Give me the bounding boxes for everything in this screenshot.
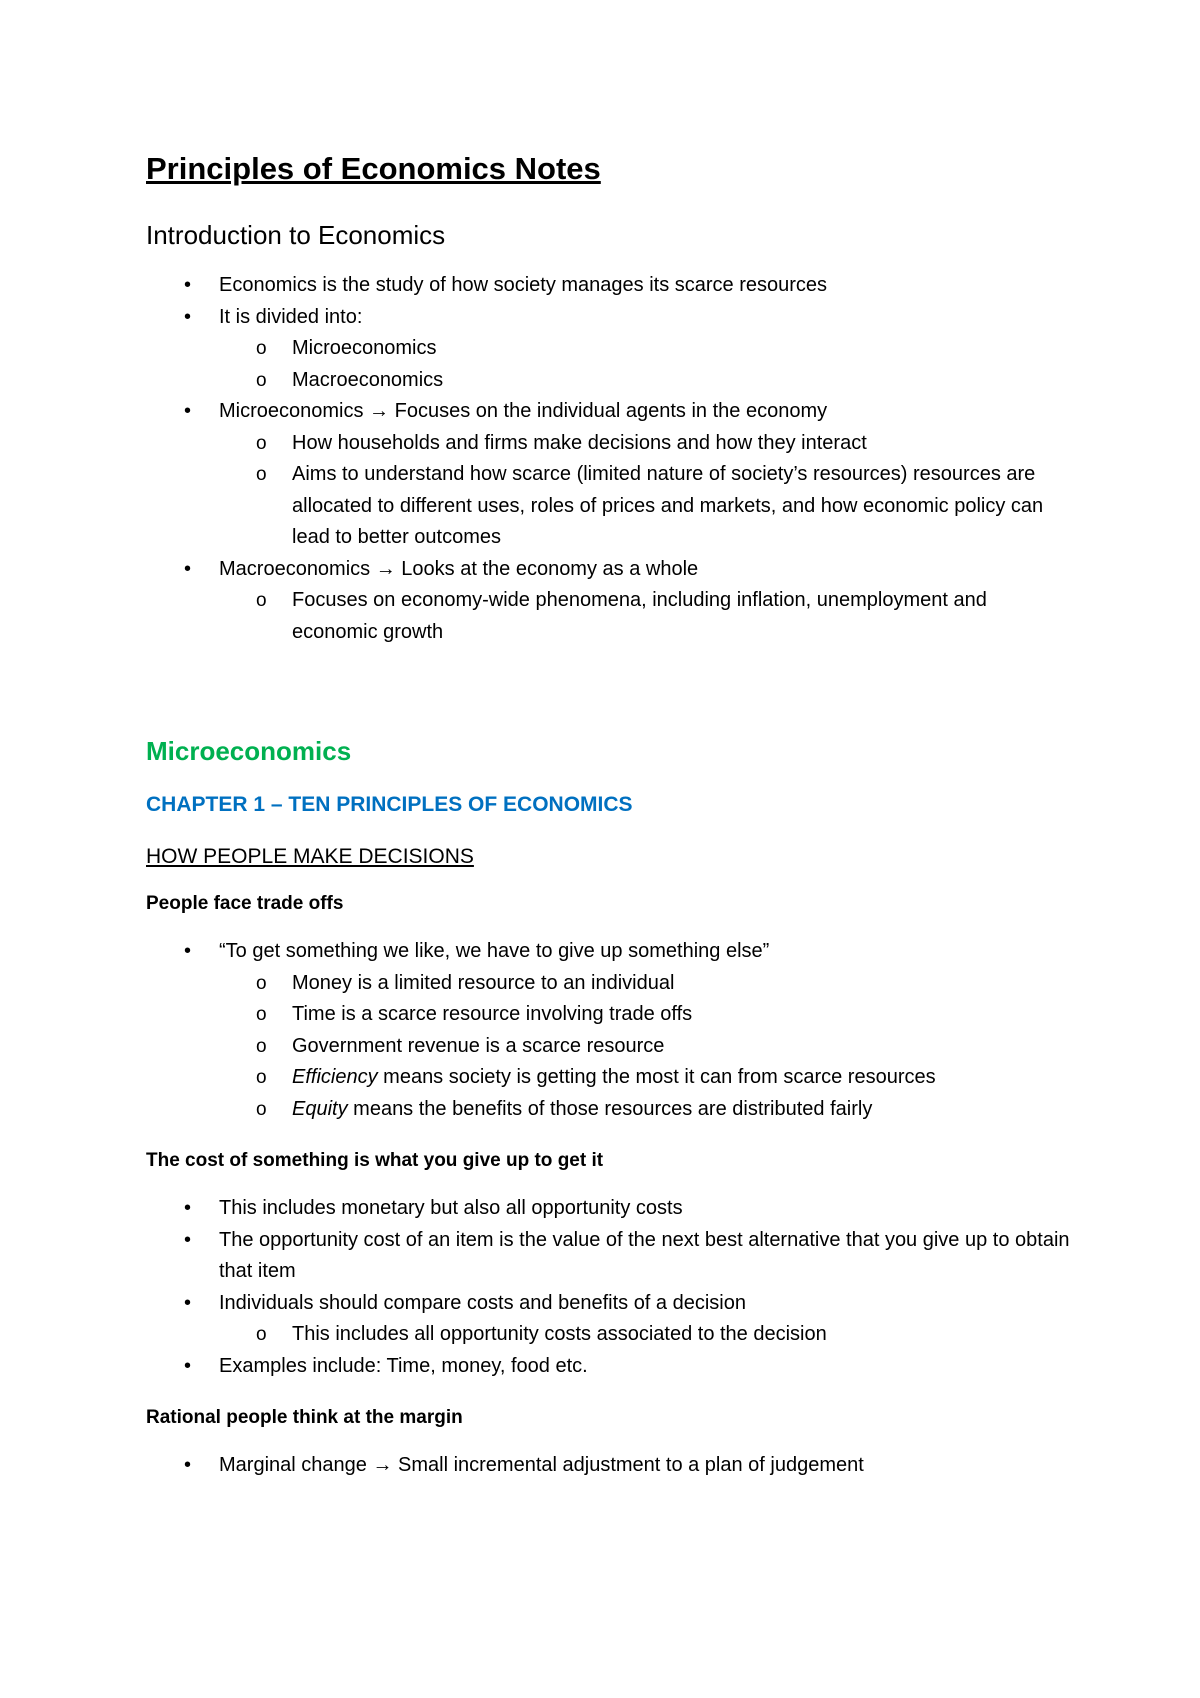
emphasis-term: Efficiency	[292, 1066, 378, 1088]
list-item	[146, 554, 1076, 649]
sub-list	[219, 333, 1076, 396]
list-item	[146, 1351, 1076, 1383]
list-item	[146, 936, 1076, 1125]
tradeoffs-list	[146, 936, 1076, 1125]
item-text: Examples include: Time, money, food etc.	[219, 1354, 588, 1377]
item-text: Microeconomics	[292, 337, 437, 359]
sub-list-item	[219, 428, 1076, 460]
item-text: Individuals should compare costs and benefits of a decision	[219, 1291, 746, 1314]
list-item	[146, 1450, 1076, 1482]
list-item	[146, 396, 1076, 554]
item-text: means society is getting the most it can from scarce resources	[383, 1066, 936, 1088]
list-item	[146, 270, 1076, 302]
list-item	[146, 1225, 1076, 1288]
sub-list-item	[219, 333, 1076, 365]
list-item	[146, 302, 1076, 397]
item-text: Money is a limited resource to an individual	[292, 971, 675, 994]
spacer	[146, 670, 1076, 734]
list-item	[146, 1193, 1076, 1225]
principle-heading-cost: The cost of something is what you give up to get it	[146, 1150, 604, 1171]
arrow-icon: →	[372, 1454, 393, 1476]
item-label: Marginal change	[219, 1454, 367, 1476]
item-text: This includes monetary but also all opportunity costs	[219, 1197, 683, 1219]
item-text: Economics is the study of how society manages its scarce resources	[219, 274, 828, 296]
item-text: Looks at the economy as a whole	[401, 557, 699, 580]
subsection-heading: HOW PEOPLE MAKE DECISIONS	[146, 845, 474, 868]
sub-list-item	[219, 1319, 1076, 1351]
sub-list-item	[219, 585, 1076, 648]
item-text: Aims to understand how scarce (limited nature of society’s resources) resources are allocated to different uses, roles of prices and markets, and how economic policy can lead to better outcomes	[292, 463, 1044, 548]
cost-list	[146, 1193, 1076, 1382]
chapter-heading: CHAPTER 1 – TEN PRINCIPLES OF ECONOMICS	[146, 793, 633, 816]
item-text: Government revenue is a scarce resource	[292, 1034, 665, 1057]
item-text: “To get something we like, we have to give up something else”	[219, 940, 770, 962]
item-label: Macroeconomics	[219, 557, 371, 580]
item-text: This includes all opportunity costs associated to the decision	[292, 1323, 827, 1345]
sub-list-item	[219, 1094, 1076, 1126]
section-heading-microeconomics: Microeconomics	[146, 736, 352, 766]
item-text: Macroeconomics	[292, 368, 444, 391]
sub-list-item	[219, 1031, 1076, 1063]
sub-list-item	[219, 999, 1076, 1031]
item-text: Focuses on economy-wide phenomena, including inflation, unemployment and economic growth	[292, 589, 987, 643]
arrow-icon: →	[375, 557, 396, 580]
item-label: Microeconomics	[219, 400, 364, 422]
item-text: Time is a scarce resource involving trade offs	[292, 1003, 693, 1025]
item-text: It is divided into:	[219, 305, 363, 328]
principle-heading-tradeoffs: People face trade offs	[146, 893, 344, 914]
intro-list	[146, 270, 1076, 648]
item-text: Small incremental adjustment to a plan of judgement	[398, 1454, 864, 1476]
sub-list-item	[219, 459, 1076, 554]
intro-heading: Introduction to Economics	[146, 220, 446, 250]
document-title: Principles of Economics Notes	[146, 151, 601, 186]
item-text: Focuses on the individual agents in the economy	[394, 400, 828, 422]
sub-list	[219, 968, 1076, 1126]
item-text: The opportunity cost of an item is the value of the next best alternative that you give up to obtain that item	[219, 1228, 1070, 1282]
principle-heading-margin: Rational people think at the margin	[146, 1407, 463, 1428]
emphasis-term: Equity	[292, 1097, 348, 1120]
sub-list-item	[219, 365, 1076, 397]
document-page	[146, 150, 1076, 1504]
sub-list-item	[219, 1062, 1076, 1094]
arrow-icon: →	[369, 400, 390, 422]
sub-list	[219, 585, 1076, 648]
sub-list	[219, 1319, 1076, 1351]
margin-list	[146, 1450, 1076, 1482]
item-text: How households and firms make decisions and how they interact	[292, 431, 867, 454]
sub-list	[219, 428, 1076, 554]
list-item	[146, 1288, 1076, 1351]
sub-list-item	[219, 968, 1076, 1000]
item-text: means the benefits of those resources are distributed fairly	[353, 1097, 873, 1120]
